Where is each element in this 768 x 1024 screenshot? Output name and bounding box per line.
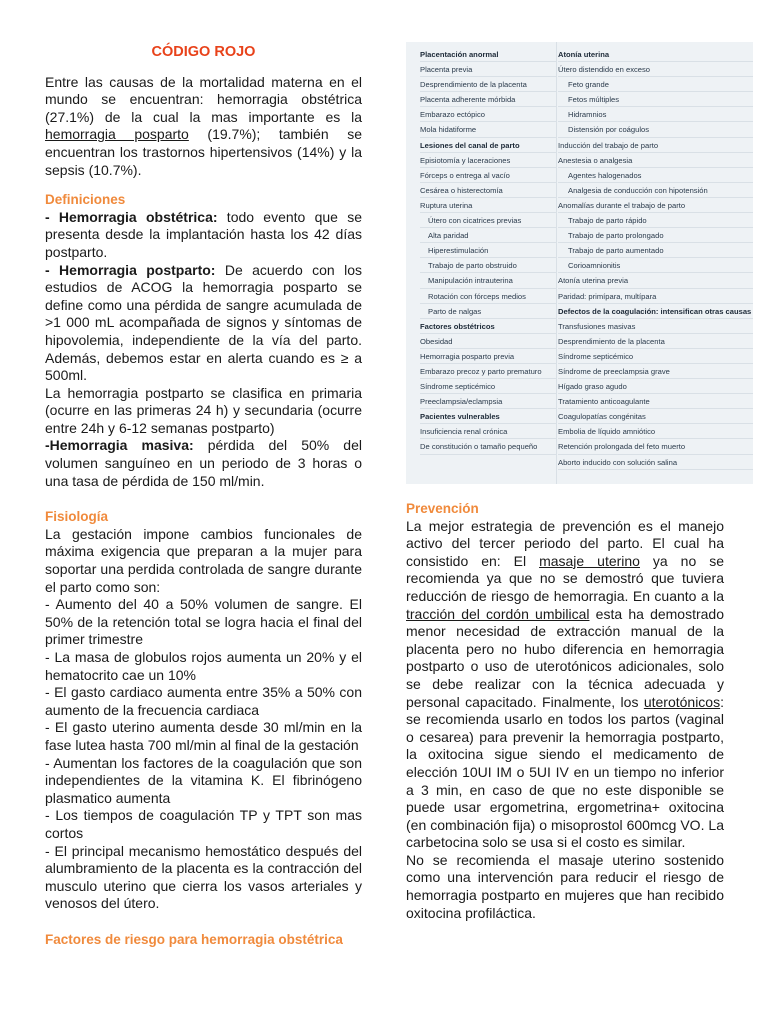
table-divider (556, 42, 557, 484)
prevencion-text: ya no se recomienda ya que no se demostró que tuviera reducción de riesgo de hemorragia. En cuanto a la (406, 552, 724, 604)
col2-row: Paridad: primípara, multípara (558, 289, 753, 304)
col1-row: Manipulación intrauterina (420, 273, 556, 288)
col2-row: Anomalías durante el trabajo de parto (558, 198, 753, 213)
col1-row: Síndrome septicémico (420, 379, 556, 394)
page-title: CÓDIGO ROJO (151, 44, 256, 60)
definition-text: De acuerdo con los estudios de ACOG la hemorragia posparto se define como una pérdida de sangre acumulada de >1 000 mL acompañada de signos y síntomas de hipovolemia, independiente de la vía del parto. Además, debemos estar en alerta cuando es ≥ a 500ml. (45, 261, 362, 384)
col2-row: Defectos de la coagulación: intensifican otras causas (558, 304, 753, 319)
col1-row: Placentación anormal (420, 47, 556, 62)
definition-term: -Hemorragia masiva: (45, 437, 194, 454)
col2-row: Coagulopatías congénitas (558, 409, 753, 424)
col1-row: Lesiones del canal de parto (420, 138, 556, 153)
col2-row: Desprendimiento de la placenta (558, 334, 753, 349)
col2-row: Corioamnionitis (558, 258, 753, 273)
col2-row: Inducción del trabajo de parto (558, 138, 753, 153)
prevencion-text: esta ha demostrado menor necesidad de extracción manual de la placenta pero no hubo diferencia en hemorragia postparto o uso de uterotónicos adicionales, solo se debe realizar con la técnica adecuada y personal capacitado. Finalmente, los (406, 605, 724, 710)
col1-row: Pacientes vulnerables (420, 409, 556, 424)
risk-column-right (558, 47, 753, 470)
risk-column-left (420, 47, 556, 455)
intro-text-end: (19.7%); también se encuentran los trastornos hipertensivos (14%) y la sepsis (10.7%). (45, 126, 363, 178)
fisiologia-item: - La masa de globulos rojos aumenta un 20% y el hematocrito cae un 10% (45, 649, 362, 683)
left-column (45, 44, 362, 949)
prevencion-underlined: uterotónicos (643, 693, 721, 710)
definition-term: - Hemorragia postparto: (45, 261, 216, 278)
col2-row: Distensión por coágulos (558, 122, 753, 137)
col2-row: Retención prolongada del feto muerto (558, 439, 753, 454)
fisiologia-item: - Aumentan los factores de la coagulación que son independientes de la vitamina K. El fibrinógeno plasmatico aumenta (45, 754, 362, 806)
col2-row: Trabajo de parto aumentado (558, 243, 753, 258)
col1-row: Obesidad (420, 334, 556, 349)
fisiologia-item: - El gasto uterino aumenta desde 30 ml/min en la fase lutea hasta 700 ml/min al final de la gestación (45, 719, 362, 753)
col1-row: De constitución o tamaño pequeño (420, 439, 556, 454)
col1-row: Alta paridad (420, 228, 556, 243)
col2-row: Tratamiento anticoagulante (558, 394, 753, 409)
fisiologia-item: - El gasto cardiaco aumenta entre 35% a 50% con aumento de la frecuencia cardiaca (45, 684, 362, 718)
prevencion-text: La mejor estrategia de prevención es el manejo activo del tercer periodo del parto. El cual ha consistido en: El (406, 517, 724, 569)
col1-row: Hiperestimulación (420, 243, 556, 258)
col1-row: Rotación con fórceps medios (420, 289, 556, 304)
col1-row: Placenta adherente mórbida (420, 92, 556, 107)
risk-factor-table (406, 42, 753, 484)
col2-row: Útero distendido en exceso (558, 62, 753, 77)
col2-row: Atonía uterina (558, 47, 753, 62)
fisiologia-heading: Fisiología (45, 509, 109, 525)
factores-heading: Factores de riesgo para hemorragia obstétrica (45, 931, 343, 947)
col2-row: Transfusiones masivas (558, 319, 753, 334)
col2-row: Fetos múltiples (558, 92, 753, 107)
prevencion-underlined: tracción del cordón umbilical (406, 605, 590, 622)
col2-row: Trabajo de parto prolongado (558, 228, 753, 243)
definiciones-heading: Definiciones (45, 192, 126, 208)
prevencion-heading: Prevención (406, 501, 479, 516)
col1-row: Útero con cicatrices previas (420, 213, 556, 228)
fisiologia-item: - El principal mecanismo hemostático después del alumbramiento de la placenta es la contracción del musculo uterino que cierra los vasos arteriales y venosos del útero. (45, 842, 362, 912)
col2-row: Analgesia de conducción con hipotensión (558, 183, 753, 198)
intro-text: Entre las causas de la mortalidad materna en el mundo se encuentran: hemorragia obstétrica (27.1%) de la cual la mas importante es la (45, 73, 362, 125)
right-column (406, 500, 724, 922)
col1-row: Cesárea o histerectomía (420, 183, 556, 198)
definition-postparto (45, 262, 362, 385)
col2-row: Hidramnios (558, 107, 753, 122)
definition-text: todo evento que se presenta desde la implantación hasta los 42 días postparto. (45, 208, 362, 260)
col2-row: Hígado graso agudo (558, 379, 753, 394)
fisiologia-item: - Aumento del 40 a 50% volumen de sangre. El 50% de la retención total se logra hacia el final del primer trimestre (45, 596, 362, 648)
col1-row: Mola hidatiforme (420, 122, 556, 137)
col1-row: Parto de nalgas (420, 304, 556, 319)
col1-row: Factores obstétricos (420, 319, 556, 334)
intro-paragraph (45, 74, 362, 180)
col1-row: Hemorragia posparto previa (420, 349, 556, 364)
col2-row: Atonía uterina previa (558, 273, 753, 288)
col1-row: Desprendimiento de la placenta (420, 77, 556, 92)
fisiologia-item: - Los tiempos de coagulación TP y TPT son mas cortos (45, 807, 362, 841)
col1-row: Insuficiencia renal crónica (420, 424, 556, 439)
col1-row: Episiotomía y laceraciones (420, 153, 556, 168)
clasificacion-text: La hemorragia postparto se clasifica en primaria (ocurre en las primeras 24 h) y secundaria (ocurre entre 24h y 6-12 semanas postparto) (45, 384, 362, 436)
col2-row: Agentes halogenados (558, 168, 753, 183)
prevencion-paragraph-2: No se recomienda el masaje uterino sostenido como una intervención para reducir el riesgo de hemorragia postparto en mujeres que han recibido oxitocina profiláctica. (406, 851, 724, 921)
col1-row: Ruptura uterina (420, 198, 556, 213)
col2-row: Síndrome septicémico (558, 349, 753, 364)
prevencion-paragraph (406, 518, 724, 852)
col1-row: Embarazo precoz y parto prematuro (420, 364, 556, 379)
col1-row: Trabajo de parto obstruido (420, 258, 556, 273)
col2-row: Anestesia o analgesia (558, 153, 753, 168)
definition-term: - Hemorragia obstétrica: (45, 208, 218, 225)
col1-row: Fórceps o entrega al vacío (420, 168, 556, 183)
col2-row: Trabajo de parto rápido (558, 213, 753, 228)
col1-row: Embarazo ectópico (420, 107, 556, 122)
prevencion-text: : se recomienda usarlo en todos los partos (vaginal o cesarea) para prevenir la hemorragia postparto, la oxitocina sigue siendo el medicamento de elección 10UI IM o 5UI IV en un tiempo no inferior a 3 min, en caso de que no este disponible se puede usar ergometrina, ergometrina+ oxitocina (en combinación fija) o misoprostol 600mcg VO. La carbetocina solo se usa si el costo es similar. (406, 693, 724, 851)
fisiologia-intro: La gestación impone cambios funcionales de máxima exigencia que preparan a la mujer para soportar una perdida controlada de sangre durante el parto como son: (45, 525, 362, 595)
intro-underlined: hemorragia posparto (45, 126, 189, 143)
definition-masiva (45, 437, 362, 490)
col1-row: Preeclampsia/eclampsia (420, 394, 556, 409)
definition-text: pérdida del 50% del volumen sanguíneo en un periodo de 3 horas o una tasa de pérdida de 150 ml/min. (45, 437, 362, 489)
col2-row: Embolia de líquido amniótico (558, 424, 753, 439)
definition-obstetrica (45, 209, 362, 262)
col2-row: Aborto inducido con solución salina (558, 455, 753, 470)
col1-row: Placenta previa (420, 62, 556, 77)
col2-row: Síndrome de preeclampsia grave (558, 364, 753, 379)
prevencion-underlined: masaje uterino (539, 552, 640, 569)
col2-row: Feto grande (558, 77, 753, 92)
